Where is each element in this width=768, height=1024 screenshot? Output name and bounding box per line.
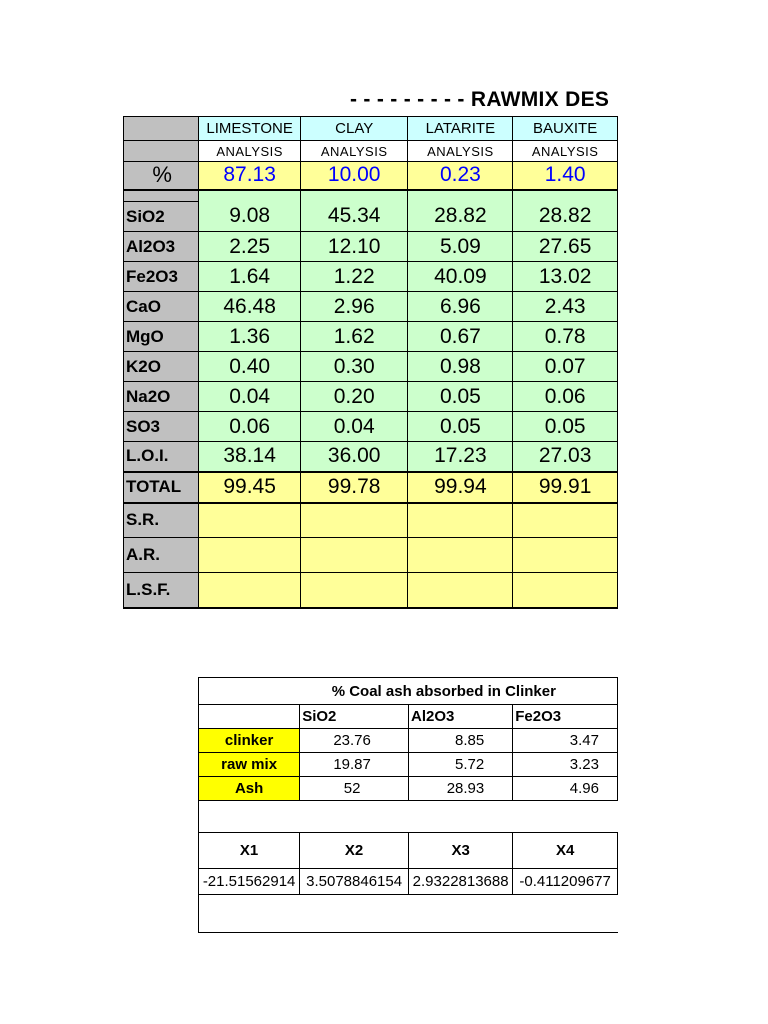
ratio-cell[interactable] <box>513 503 618 538</box>
material-name[interactable]: CLAY <box>300 117 408 141</box>
percent-label: % <box>124 162 199 190</box>
oxide-value[interactable]: 1.36 <box>199 322 301 352</box>
oxide-label: MgO <box>124 322 199 352</box>
oxide-value[interactable]: 2.43 <box>513 292 618 322</box>
coal-row-label: clinker <box>199 729 300 753</box>
page-title: - - - - - - - - - RAWMIX DES <box>350 88 610 111</box>
x-header[interactable]: X1 <box>199 833 300 869</box>
oxide-value[interactable]: 0.05 <box>408 382 513 412</box>
blank-cell <box>199 678 300 705</box>
ratio-row <box>124 503 618 538</box>
x-value[interactable]: -0.411209677 <box>513 869 618 895</box>
material-name[interactable]: BAUXITE <box>513 117 618 141</box>
percent-value[interactable]: 10.00 <box>300 162 408 190</box>
analysis-label[interactable]: ANALYSIS <box>408 141 513 162</box>
total-value[interactable]: 99.78 <box>300 472 408 503</box>
analysis-label[interactable]: ANALYSIS <box>513 141 618 162</box>
oxide-value[interactable]: 5.09 <box>408 232 513 262</box>
oxide-label: SO3 <box>124 412 199 442</box>
blank-row <box>199 801 618 833</box>
x-value[interactable]: 2.9322813688 <box>409 869 513 895</box>
total-row <box>124 472 618 503</box>
coal-value[interactable]: 28.93 <box>409 777 513 801</box>
spacer-row <box>124 190 618 202</box>
coal-value[interactable]: 52 <box>300 777 409 801</box>
x-value[interactable]: -21.51562914 <box>199 869 300 895</box>
oxide-row <box>124 322 618 352</box>
oxide-value[interactable]: 0.40 <box>199 352 301 382</box>
total-value[interactable]: 99.45 <box>199 472 301 503</box>
ratio-label: S.R. <box>124 503 199 538</box>
oxide-value[interactable]: 46.48 <box>199 292 301 322</box>
ratio-cell[interactable] <box>408 573 513 608</box>
analysis-label[interactable]: ANALYSIS <box>199 141 301 162</box>
oxide-value[interactable]: 17.23 <box>408 442 513 472</box>
spacer-cell <box>300 190 408 202</box>
spacer-cell <box>199 190 301 202</box>
oxide-row <box>124 382 618 412</box>
coal-row <box>199 753 618 777</box>
oxide-value[interactable]: 0.30 <box>300 352 408 382</box>
oxide-label: L.O.I. <box>124 442 199 472</box>
ratio-label: L.S.F. <box>124 573 199 608</box>
oxide-value[interactable]: 27.65 <box>513 232 618 262</box>
oxide-value[interactable]: 28.82 <box>513 202 618 232</box>
ratio-cell[interactable] <box>408 503 513 538</box>
ratio-cell[interactable] <box>199 503 301 538</box>
x-header-row <box>199 833 618 869</box>
blank-cell <box>199 801 618 833</box>
ratio-row <box>124 573 618 608</box>
ratio-cell[interactable] <box>300 538 408 573</box>
coal-row-label: raw mix <box>199 753 300 777</box>
coal-ash-table <box>198 677 618 933</box>
rawmix-table <box>123 116 618 609</box>
coal-value[interactable]: 3.23 <box>513 753 618 777</box>
coal-caption-row <box>199 678 618 705</box>
ratio-cell[interactable] <box>513 573 618 608</box>
oxide-row <box>124 412 618 442</box>
x-value[interactable]: 3.5078846154 <box>300 869 409 895</box>
oxide-value[interactable]: 2.96 <box>300 292 408 322</box>
total-label: TOTAL <box>124 472 199 503</box>
oxide-header[interactable]: Al2O3 <box>409 705 513 729</box>
percent-value[interactable]: 0.23 <box>408 162 513 190</box>
percent-value[interactable]: 87.13 <box>199 162 301 190</box>
spacer-cell <box>513 190 618 202</box>
oxide-label: CaO <box>124 292 199 322</box>
oxide-label: K2O <box>124 352 199 382</box>
oxide-value[interactable]: 0.06 <box>199 412 301 442</box>
oxide-value[interactable]: 1.22 <box>300 262 408 292</box>
oxide-value[interactable]: 0.04 <box>199 382 301 412</box>
material-header-row <box>124 117 618 141</box>
coal-row-label: Ash <box>199 777 300 801</box>
oxide-label: Fe2O3 <box>124 262 199 292</box>
oxide-value[interactable]: 1.62 <box>300 322 408 352</box>
coal-value[interactable]: 5.72 <box>409 753 513 777</box>
percent-value[interactable]: 1.40 <box>513 162 618 190</box>
spacer-cell <box>124 190 199 202</box>
total-value[interactable]: 99.94 <box>408 472 513 503</box>
coal-value[interactable]: 19.87 <box>300 753 409 777</box>
coal-row <box>199 777 618 801</box>
analysis-row <box>124 141 618 162</box>
material-name[interactable]: LATARITE <box>408 117 513 141</box>
ratio-cell[interactable] <box>199 538 301 573</box>
percent-row <box>124 162 618 190</box>
material-name[interactable]: LIMESTONE <box>199 117 301 141</box>
ratio-cell[interactable] <box>300 573 408 608</box>
coal-caption: % Coal ash absorbed in Clinker <box>300 678 618 705</box>
oxide-label: SiO2 <box>124 202 199 232</box>
oxide-value[interactable]: 0.78 <box>513 322 618 352</box>
oxide-value[interactable]: 0.07 <box>513 352 618 382</box>
blank-row <box>199 895 618 933</box>
oxide-value[interactable]: 9.08 <box>199 202 301 232</box>
coal-row <box>199 729 618 753</box>
oxide-value[interactable]: 0.05 <box>513 412 618 442</box>
oxide-row <box>124 292 618 322</box>
oxide-header[interactable]: Fe2O3 <box>513 705 618 729</box>
corner-cell <box>124 117 199 141</box>
oxide-value[interactable]: 0.98 <box>408 352 513 382</box>
x-header[interactable]: X3 <box>409 833 513 869</box>
blank-cell <box>199 705 300 729</box>
oxide-value[interactable]: 12.10 <box>300 232 408 262</box>
ratio-label: A.R. <box>124 538 199 573</box>
oxide-value[interactable]: 2.25 <box>199 232 301 262</box>
coal-value[interactable]: 3.47 <box>513 729 618 753</box>
oxide-row <box>124 262 618 292</box>
oxide-value[interactable]: 27.03 <box>513 442 618 472</box>
oxide-value[interactable]: 36.00 <box>300 442 408 472</box>
coal-value[interactable]: 8.85 <box>409 729 513 753</box>
ratio-cell[interactable] <box>513 538 618 573</box>
oxide-value[interactable]: 28.82 <box>408 202 513 232</box>
oxide-value[interactable]: 1.64 <box>199 262 301 292</box>
oxide-value[interactable]: 38.14 <box>199 442 301 472</box>
coal-value[interactable]: 4.96 <box>513 777 618 801</box>
total-value[interactable]: 99.91 <box>513 472 618 503</box>
oxide-value[interactable]: 0.04 <box>300 412 408 442</box>
oxide-row <box>124 352 618 382</box>
oxide-value[interactable]: 0.20 <box>300 382 408 412</box>
x-header[interactable]: X2 <box>300 833 409 869</box>
oxide-value[interactable]: 40.09 <box>408 262 513 292</box>
oxide-value[interactable]: 6.96 <box>408 292 513 322</box>
x-header[interactable]: X4 <box>513 833 618 869</box>
blank-label <box>124 141 199 162</box>
oxide-label: Al2O3 <box>124 232 199 262</box>
oxide-row <box>124 232 618 262</box>
ratio-cell[interactable] <box>199 573 301 608</box>
oxide-label: Na2O <box>124 382 199 412</box>
analysis-label[interactable]: ANALYSIS <box>300 141 408 162</box>
oxide-value[interactable]: 45.34 <box>300 202 408 232</box>
spacer-cell <box>408 190 513 202</box>
oxide-value[interactable]: 0.05 <box>408 412 513 442</box>
oxide-header-row <box>199 705 618 729</box>
ratio-row <box>124 538 618 573</box>
ratio-cell[interactable] <box>300 503 408 538</box>
oxide-value[interactable]: 0.67 <box>408 322 513 352</box>
coal-value[interactable]: 23.76 <box>300 729 409 753</box>
oxide-value[interactable]: 0.06 <box>513 382 618 412</box>
ratio-cell[interactable] <box>408 538 513 573</box>
x-value-row <box>199 869 618 895</box>
oxide-row <box>124 442 618 472</box>
blank-cell <box>199 895 618 933</box>
oxide-row <box>124 202 618 232</box>
oxide-header[interactable]: SiO2 <box>300 705 409 729</box>
oxide-value[interactable]: 13.02 <box>513 262 618 292</box>
